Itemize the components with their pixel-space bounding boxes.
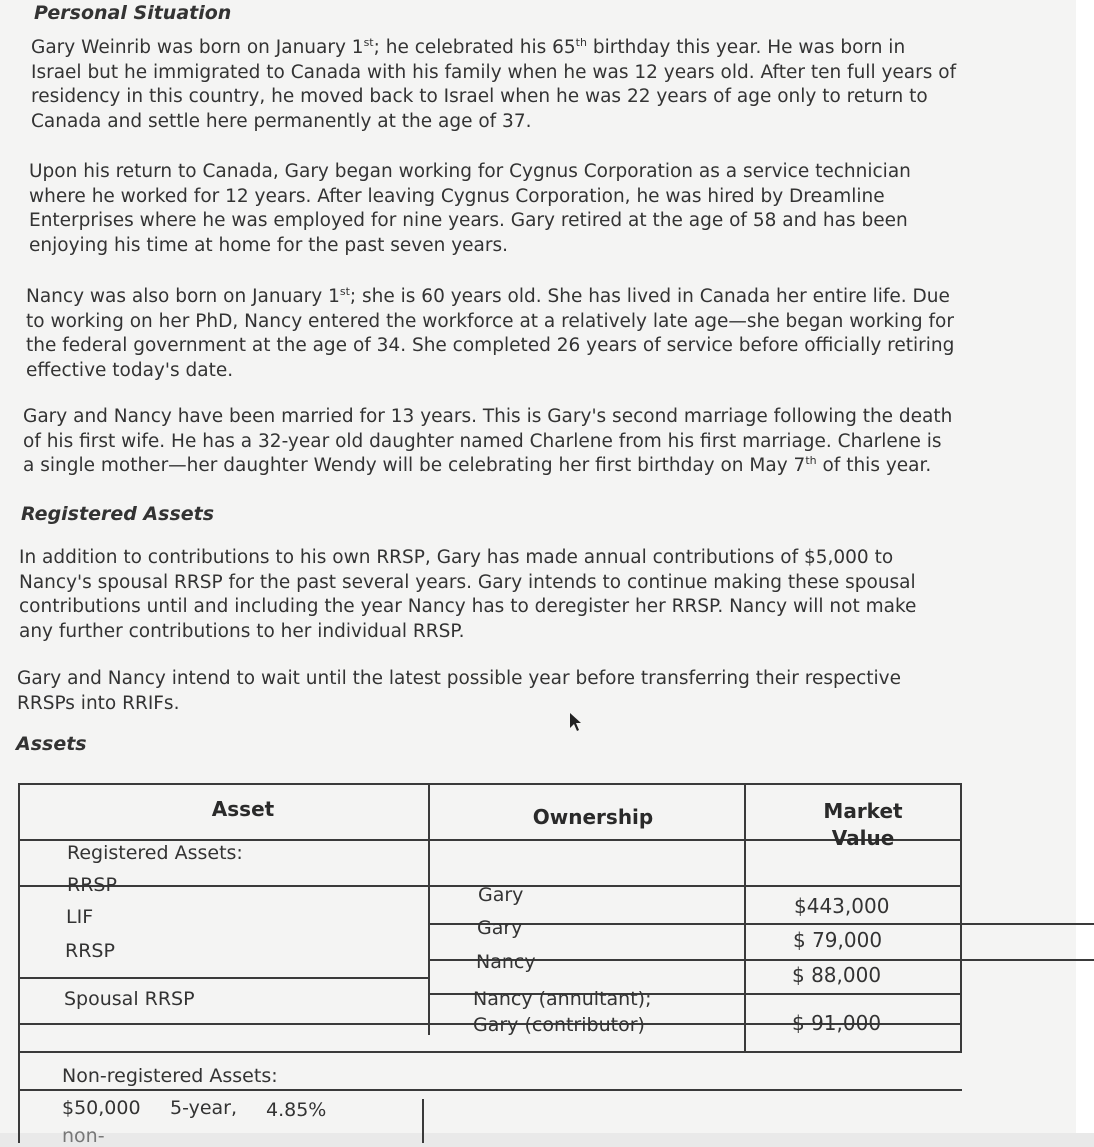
section-label-registered: Registered Assets: (67, 842, 243, 864)
paragraph-gary-background (31, 36, 956, 134)
owner-line: Nancy (annuitant); (473, 988, 652, 1010)
text-line: a single mother—her daughter Wendy will be celebrating her first birthday on May 7th of this year. (23, 453, 932, 476)
column-header-asset: Asset (211, 797, 275, 821)
asset-name: LIF (66, 906, 94, 928)
heading-personal-situation: Personal Situation (34, 2, 232, 24)
asset-name: RRSP (67, 874, 117, 896)
section-label-nonregistered: Non-registered Assets: (62, 1065, 278, 1087)
nonreg-rate: 4.85% (266, 1099, 327, 1121)
text-line: Nancy was also born on January 1st; she is 60 years old. She has lived in Canada her entire life. Due (26, 284, 950, 307)
text-line: Upon his return to Canada, Gary began working for Cygnus Corporation as a service technician (29, 161, 911, 182)
text-line: Israel but he immigrated to Canada with his family when he was 12 years old. After ten full years of (31, 61, 957, 83)
text-line: of his first wife. He has a 32-year old daughter named Charlene from his first marriage. Charlene is (23, 430, 942, 452)
table-rule (18, 783, 20, 1143)
text-line: Canada and settle here permanently at the age of 37. (31, 110, 532, 132)
text-line: residency in this country, he moved back to Israel when he was 22 years of age only to return to (31, 86, 928, 107)
asset-owner (473, 986, 652, 1038)
asset-owner: Nancy (476, 951, 536, 973)
paragraph-nancy-background (26, 285, 954, 383)
table-rule (422, 1099, 424, 1143)
text-line: RRSPs into RRIFs. (17, 692, 180, 714)
nonreg-term: 5-year, (170, 1097, 238, 1119)
paragraph-marriage (23, 405, 952, 479)
header-line: Market (823, 799, 903, 823)
table-rule (428, 923, 1094, 925)
column-header-ownership: Ownership (532, 805, 654, 829)
asset-value: $ 88,000 (792, 963, 882, 987)
text-line: to working on her PhD, Nancy entered the workforce at a relatively late age—she began working for (26, 310, 954, 332)
text-line: contributions until and including the year Nancy has to deregister her RRSP. Nancy will not make (19, 596, 917, 617)
asset-value: $ 91,000 (792, 1011, 882, 1035)
text-line: any further contributions to her individual RRSP. (19, 620, 465, 642)
mouse-cursor-icon (568, 712, 582, 732)
asset-name: Spousal RRSP (64, 988, 195, 1010)
table-rule (18, 1051, 962, 1053)
text-line: Gary Weinrib was born on January 1st; he celebrated his 65th birthday this year. He was born in (31, 35, 906, 58)
text-line: the federal government at the age of 34. She completed 26 years of service before officially retiring (26, 335, 955, 356)
assets-table (18, 783, 962, 1147)
asset-value: $ 79,000 (793, 928, 883, 952)
nonreg-continued: non- (62, 1125, 105, 1147)
text-line: In addition to contributions to his own RRSP, Gary has made annual contributions of $5,000 to (19, 547, 894, 568)
asset-owner: Gary (477, 917, 523, 939)
asset-name: RRSP (65, 940, 115, 962)
paragraph-spousal-contributions (19, 546, 916, 644)
page-edge (1076, 0, 1094, 1133)
table-rule (960, 783, 962, 1051)
text-line: enjoying his time at home for the past seven years. (29, 234, 509, 256)
text-line: Enterprises where he was employed for nine years. Gary retired at the age of 58 and has been (29, 210, 908, 231)
heading-registered-assets: Registered Assets (21, 503, 215, 525)
text-line: where he worked for 12 years. After leaving Cygnus Corporation, he was hired by Dreamline (29, 185, 885, 207)
table-rule (18, 977, 428, 979)
header-line: Value (831, 826, 895, 850)
table-rule (744, 783, 746, 1051)
text-line: effective today's date. (26, 359, 234, 381)
asset-owner: Gary (478, 884, 524, 906)
nonreg-amount: $50,000 (62, 1097, 141, 1119)
table-rule (428, 783, 430, 1035)
heading-assets: Assets (16, 733, 87, 755)
owner-line: Gary (contributor) (473, 1014, 645, 1036)
text-line: Gary and Nancy intend to wait until the latest possible year before transferring their respective (17, 668, 901, 689)
paragraph-gary-employment (29, 160, 911, 258)
table-rule (18, 1089, 962, 1091)
asset-value: $443,000 (794, 894, 890, 918)
text-line: Nancy's spousal RRSP for the past several years. Gary intends to continue making these spousal (19, 571, 916, 593)
table-rule (18, 783, 962, 785)
paragraph-rrif-transfer (17, 667, 901, 716)
column-header-market-value (788, 798, 938, 852)
text-line: Gary and Nancy have been married for 13 years. This is Gary's second marriage following the death (23, 406, 953, 427)
